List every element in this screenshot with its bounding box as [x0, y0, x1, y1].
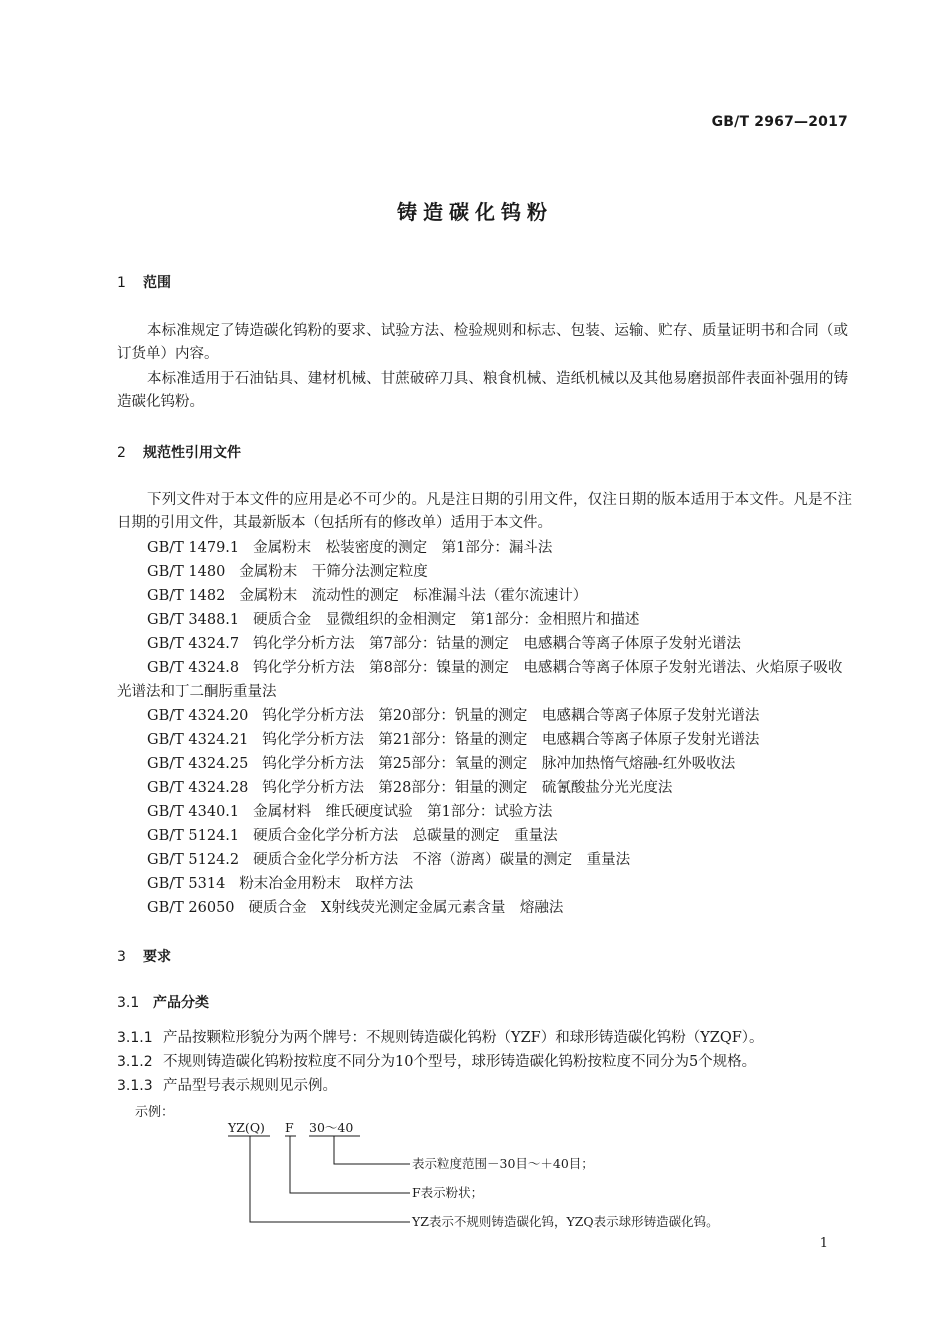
example-label: 示例： — [135, 1105, 175, 1120]
leader-grade — [250, 1136, 410, 1222]
reference-title: 硬质合金 显微组织的金相测定 第1部分：金相照片和描述 — [253, 612, 640, 628]
section-heading-requirements — [117, 946, 171, 966]
reference-title: 钨化学分析方法 第8部分：镍量的测定 电感耦合等离子体原子发射光谱法、火焰原子吸收光谱法和丁二酮肟重量法 — [117, 660, 843, 700]
reference-code: GB/T 4324.28 — [147, 780, 249, 796]
clause-number: 3.1.2 — [117, 1054, 153, 1070]
code-part-size: 30～40 — [309, 1120, 354, 1135]
section-title: 要求 — [143, 949, 171, 965]
reference-item — [117, 584, 852, 608]
reference-title: 金属材料 维氏硬度试验 第1部分：试验方法 — [253, 804, 553, 820]
reference-title: 钨化学分析方法 第21部分：铬量的测定 电感耦合等离子体原子发射光谱法 — [262, 732, 760, 748]
note-grade: YZ表示不规则铸造碳化钨，YZQ表示球形铸造碳化钨。 — [412, 1214, 719, 1229]
reference-title: 钨化学分析方法 第20部分：钒量的测定 电感耦合等离子体原子发射光谱法 — [262, 708, 760, 724]
clause-3-1-1 — [117, 1027, 857, 1049]
reference-title: 金属粉末 松装密度的测定 第1部分：漏斗法 — [253, 540, 553, 556]
reference-item — [117, 896, 852, 920]
subsection-title: 产品分类 — [153, 995, 209, 1011]
reference-code: GB/T 4340.1 — [147, 804, 240, 820]
reference-code: GB/T 1482 — [147, 588, 226, 604]
leader-size — [334, 1136, 410, 1164]
code-part-form: F — [285, 1120, 294, 1135]
reference-title: 金属粉末 流动性的测定 标准漏斗法（霍尔流速计） — [239, 588, 588, 604]
paragraph: 下列文件对于本文件的应用是必不可少的。凡是注日期的引用文件，仅注日期的版本适用于本文件。凡是不注日期的引用文件，其最新版本（包括所有的修改单）适用于本文件。 — [117, 492, 852, 531]
code-part-grade: YZ(Q) — [228, 1120, 265, 1135]
note-size-range: 表示粒度范围－30目～＋40目； — [412, 1156, 594, 1171]
reference-list — [117, 536, 852, 920]
section-heading-scope — [117, 272, 171, 292]
reference-item — [117, 872, 852, 896]
product-code-diagram — [0, 1112, 950, 1242]
section-number: 3 — [117, 949, 126, 965]
clause-3-1-2 — [117, 1051, 857, 1073]
reference-code: GB/T 1480 — [147, 564, 226, 580]
clause-text: 不规则铸造碳化钨粉按粒度不同分为10个型号，球形铸造碳化钨粉按粒度不同分为5个规格。 — [163, 1054, 757, 1070]
note-form: F表示粉状； — [412, 1185, 484, 1200]
reference-item — [117, 656, 852, 704]
page-number: 1 — [819, 1236, 828, 1251]
standard-number: GB/T 2967—2017 — [711, 114, 848, 130]
subsection-heading-product-classification — [117, 992, 209, 1012]
clause-number: 3.1.1 — [117, 1030, 153, 1046]
reference-title: 钨化学分析方法 第7部分：钴量的测定 电感耦合等离子体原子发射光谱法 — [253, 636, 741, 652]
reference-code: GB/T 5124.2 — [147, 852, 240, 868]
reference-item — [117, 632, 852, 656]
reference-code: GB/T 26050 — [147, 900, 235, 916]
reference-code: GB/T 5124.1 — [147, 828, 240, 844]
document-title: 铸造碳化钨粉 — [397, 200, 553, 224]
reference-title: 硬质合金化学分析方法 总碳量的测定 重量法 — [253, 828, 558, 844]
section-number: 1 — [117, 275, 126, 291]
reference-code: GB/T 4324.8 — [147, 660, 240, 676]
section-title: 规范性引用文件 — [143, 445, 241, 461]
reference-code: GB/T 4324.7 — [147, 636, 240, 652]
section-title: 范围 — [143, 275, 171, 291]
reference-item — [117, 704, 852, 728]
reference-item — [117, 608, 852, 632]
paragraph: 本标准适用于石油钻具、建材机械、甘蔗破碎刀具、粮食机械、造纸机械以及其他易磨损部件表面补强用的铸造碳化钨粉。 — [117, 371, 848, 410]
reference-title: 钨化学分析方法 第25部分：氧量的测定 脉冲加热惰气熔融-红外吸收法 — [262, 756, 736, 772]
reference-code: GB/T 5314 — [147, 876, 226, 892]
section-heading-normative-references — [117, 442, 241, 462]
reference-item — [117, 728, 852, 752]
reference-item — [117, 800, 852, 824]
clause-number: 3.1.3 — [117, 1078, 153, 1094]
reference-code: GB/T 1479.1 — [147, 540, 240, 556]
clause-text: 产品型号表示规则见示例。 — [163, 1078, 337, 1094]
paragraph: 本标准规定了铸造碳化钨粉的要求、试验方法、检验规则和标志、包装、运输、贮存、质量证明书和合同（或订货单）内容。 — [117, 323, 848, 362]
subsection-number: 3.1 — [117, 995, 140, 1011]
reference-title: 钨化学分析方法 第28部分：钼量的测定 硫氰酸盐分光光度法 — [262, 780, 673, 796]
reference-title: 金属粉末 干筛分法测定粒度 — [239, 564, 428, 580]
reference-item — [117, 752, 852, 776]
reference-code: GB/T 4324.20 — [147, 708, 249, 724]
reference-item — [117, 560, 852, 584]
reference-title: 硬质合金 X射线荧光测定金属元素含量 熔融法 — [248, 900, 564, 916]
clause-3-1-3 — [117, 1075, 857, 1097]
clause-text: 产品按颗粒形貌分为两个牌号：不规则铸造碳化钨粉（YZF）和球形铸造碳化钨粉（YZQF）。 — [163, 1030, 764, 1046]
reference-item — [117, 848, 852, 872]
reference-code: GB/T 4324.21 — [147, 732, 249, 748]
section-number: 2 — [117, 445, 126, 461]
reference-code: GB/T 3488.1 — [147, 612, 240, 628]
reference-title: 硬质合金化学分析方法 不溶（游离）碳量的测定 重量法 — [253, 852, 631, 868]
reference-item — [117, 824, 852, 848]
reference-item — [117, 536, 852, 560]
reference-title: 粉末冶金用粉末 取样方法 — [239, 876, 414, 892]
reference-item — [117, 776, 852, 800]
reference-code: GB/T 4324.25 — [147, 756, 249, 772]
